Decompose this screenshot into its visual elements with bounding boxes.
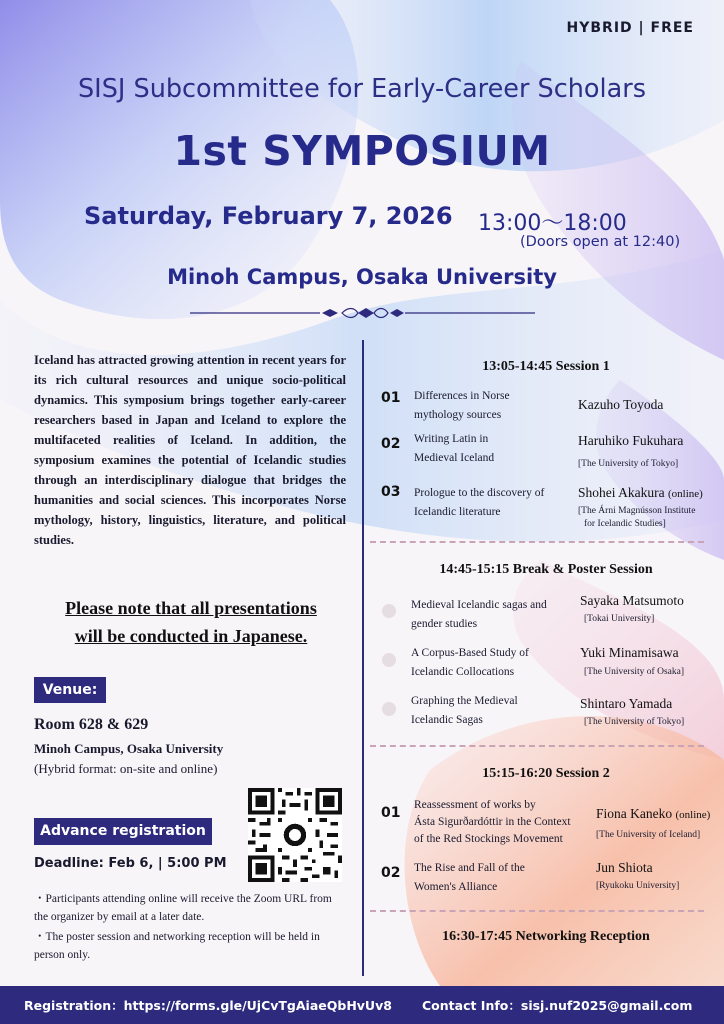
break-heading: 14:45-15:15 Break & Poster Session xyxy=(439,562,653,577)
session1-talk3-affiliation-line2: for Icelandic Studies] xyxy=(584,519,666,529)
event-date: Saturday, February 7, 2026 xyxy=(84,202,453,230)
poster2-bullet-icon xyxy=(382,653,396,667)
session1-talk2-affiliation: [The University of Tokyo] xyxy=(578,459,679,469)
hybrid-free-badge: HYBRID | FREE xyxy=(566,20,694,36)
session2-talk1-title xyxy=(414,797,571,848)
section-separator xyxy=(370,541,704,543)
session1-talk2-title-line1: Writing Latin in xyxy=(414,433,489,445)
registration-link[interactable]: Registration：https://forms.gle/UjCvTgAiaeQbHvUv8 xyxy=(24,998,392,1013)
poster3-title-line1: Graphing the Medieval xyxy=(411,695,518,707)
event-time: 13:00～18:00 xyxy=(478,211,627,236)
session2-talk2-title xyxy=(414,859,525,897)
session1-talk1-title-line2: mythology sources xyxy=(414,409,502,421)
poster3-affiliation: [The University of Tokyo] xyxy=(584,717,685,727)
poster2-title-line1: A Corpus-Based Study of xyxy=(411,647,529,659)
intro-paragraph: Iceland has attracted growing attention in recent years for its rich cultural resources and unique socio-political dynamics. This symposium brings together early-career researchers based in Japan and Iceland to explore the multifaceted realities of Iceland. In addition, the symposium examines the potential of Icelandic studies through an interdisciplinary dialogue that bridges the humanities and social sciences. This incorporates Norse mythology, history, linguistics, literature, and political studies. xyxy=(34,353,346,547)
event-location: Minoh Campus, Osaka University xyxy=(167,265,557,289)
session2-talk1-title-line1: Reassessment of works by xyxy=(414,799,536,811)
session1-talk1-title-line1: Differences in Norse xyxy=(414,390,510,402)
session1-talk3-title-line1: Prologue to the discovery of xyxy=(414,487,545,499)
session2-talk1-number: 01 xyxy=(381,805,401,821)
poster1-title-line1: Medieval Icelandic sagas and xyxy=(411,599,547,611)
session2-talk1-title-line3: of the Red Stockings Movement xyxy=(414,833,563,845)
session2-talk2-title-line2: Women's Alliance xyxy=(414,881,498,893)
poster2-speaker: Yuki Minamisawa xyxy=(580,645,679,660)
organizer-subtitle: SISJ Subcommittee for Early-Career Scholars xyxy=(77,74,646,104)
language-note xyxy=(20,594,362,650)
registration-deadline: Deadline: Feb 6, | 5:00 PM xyxy=(34,856,227,871)
poster2-title xyxy=(411,644,529,682)
session2-talk1-speaker xyxy=(596,806,710,822)
session1-talk3-number: 03 xyxy=(381,484,401,500)
doors-open-note: (Doors open at 12:40) xyxy=(520,234,681,250)
session1-talk3-title-line2: Icelandic literature xyxy=(414,506,501,518)
session2-talk2-number: 02 xyxy=(381,865,401,881)
poster1-title xyxy=(411,596,547,634)
session1-talk1-title xyxy=(414,387,510,425)
poster1-bullet-icon xyxy=(382,604,396,618)
online-zoom-note: ・Participants attending online will receive the Zoom URL from the organizer by email at a later date. xyxy=(34,893,332,923)
session1-talk3-online-tag: (online) xyxy=(668,488,703,500)
session1-talk3-speaker xyxy=(578,485,703,501)
session2-heading: 15:15-16:20 Session 2 xyxy=(482,766,610,781)
session2-talk1-online-tag: (online) xyxy=(675,809,711,821)
symposium-title: 1st SYMPOSIUM xyxy=(173,127,551,175)
session1-heading: 13:05-14:45 Session 1 xyxy=(482,359,610,374)
session2-talk1-title-line2: Ásta Sigurðardóttir in the Context xyxy=(414,816,571,828)
poster2-title-line2: Icelandic Collocations xyxy=(411,666,515,678)
poster3-speaker: Shintaro Yamada xyxy=(580,696,673,711)
qr-code-icon[interactable] xyxy=(248,788,342,882)
language-note-line2: will be conducted in Japanese. xyxy=(74,626,308,646)
session1-talk3-speaker-name: Shohei Akakura xyxy=(578,485,665,500)
session1-talk2-title-line2: Medieval Iceland xyxy=(414,452,495,464)
poster1-speaker: Sayaka Matsumoto xyxy=(580,593,684,608)
poster1-title-line2: gender studies xyxy=(411,618,478,630)
session2-talk2-title-line1: The Rise and Fall of the xyxy=(414,862,525,874)
session1-talk1-number: 01 xyxy=(381,390,401,406)
session1-talk2-speaker: Haruhiko Fukuhara xyxy=(578,433,684,448)
session1-talk3-title xyxy=(414,484,544,522)
session1-talk2-number: 02 xyxy=(381,436,401,452)
venue-room: Room 628 & 629 xyxy=(34,716,149,733)
poster1-affiliation: [Tokai University] xyxy=(584,614,655,624)
session1-talk3-affiliation-line1: [The Árni Magnússon Institute xyxy=(578,506,696,516)
session2-talk2-speaker: Jun Shiota xyxy=(596,860,653,875)
contact-email-link[interactable]: Contact Info：sisj.nuf2025@gmail.com xyxy=(422,998,693,1013)
session2-talk1-speaker-name: Fiona Kaneko xyxy=(596,806,673,821)
venue-label: Venue: xyxy=(34,677,106,703)
session1-talk3-affiliation xyxy=(578,505,695,531)
ornament-divider xyxy=(190,306,535,320)
venue-format: (Hybrid format: on-site and online) xyxy=(34,761,218,776)
session1-talk2-title xyxy=(414,430,494,468)
venue-campus: Minoh Campus, Osaka University xyxy=(34,741,224,756)
language-note-line1: Please note that all presentations xyxy=(65,598,317,618)
session1-talk1-speaker: Kazuho Toyoda xyxy=(578,397,664,412)
reception-heading: 16:30-17:45 Networking Reception xyxy=(442,929,650,944)
session2-talk2-affiliation: [Ryukoku University] xyxy=(596,881,680,891)
session2-talk1-affiliation: [The University of Iceland] xyxy=(596,830,701,840)
section-separator xyxy=(370,745,704,747)
advance-registration-label: Advance registration xyxy=(34,818,212,845)
poster3-title xyxy=(411,692,518,730)
in-person-note: ・The poster session and networking reception will be held in person only. xyxy=(34,931,320,961)
section-separator xyxy=(370,910,704,912)
column-divider xyxy=(362,340,364,976)
poster3-title-line2: Icelandic Sagas xyxy=(411,714,483,726)
poster2-affiliation: [The University of Osaka] xyxy=(584,667,684,677)
poster3-bullet-icon xyxy=(382,702,396,716)
